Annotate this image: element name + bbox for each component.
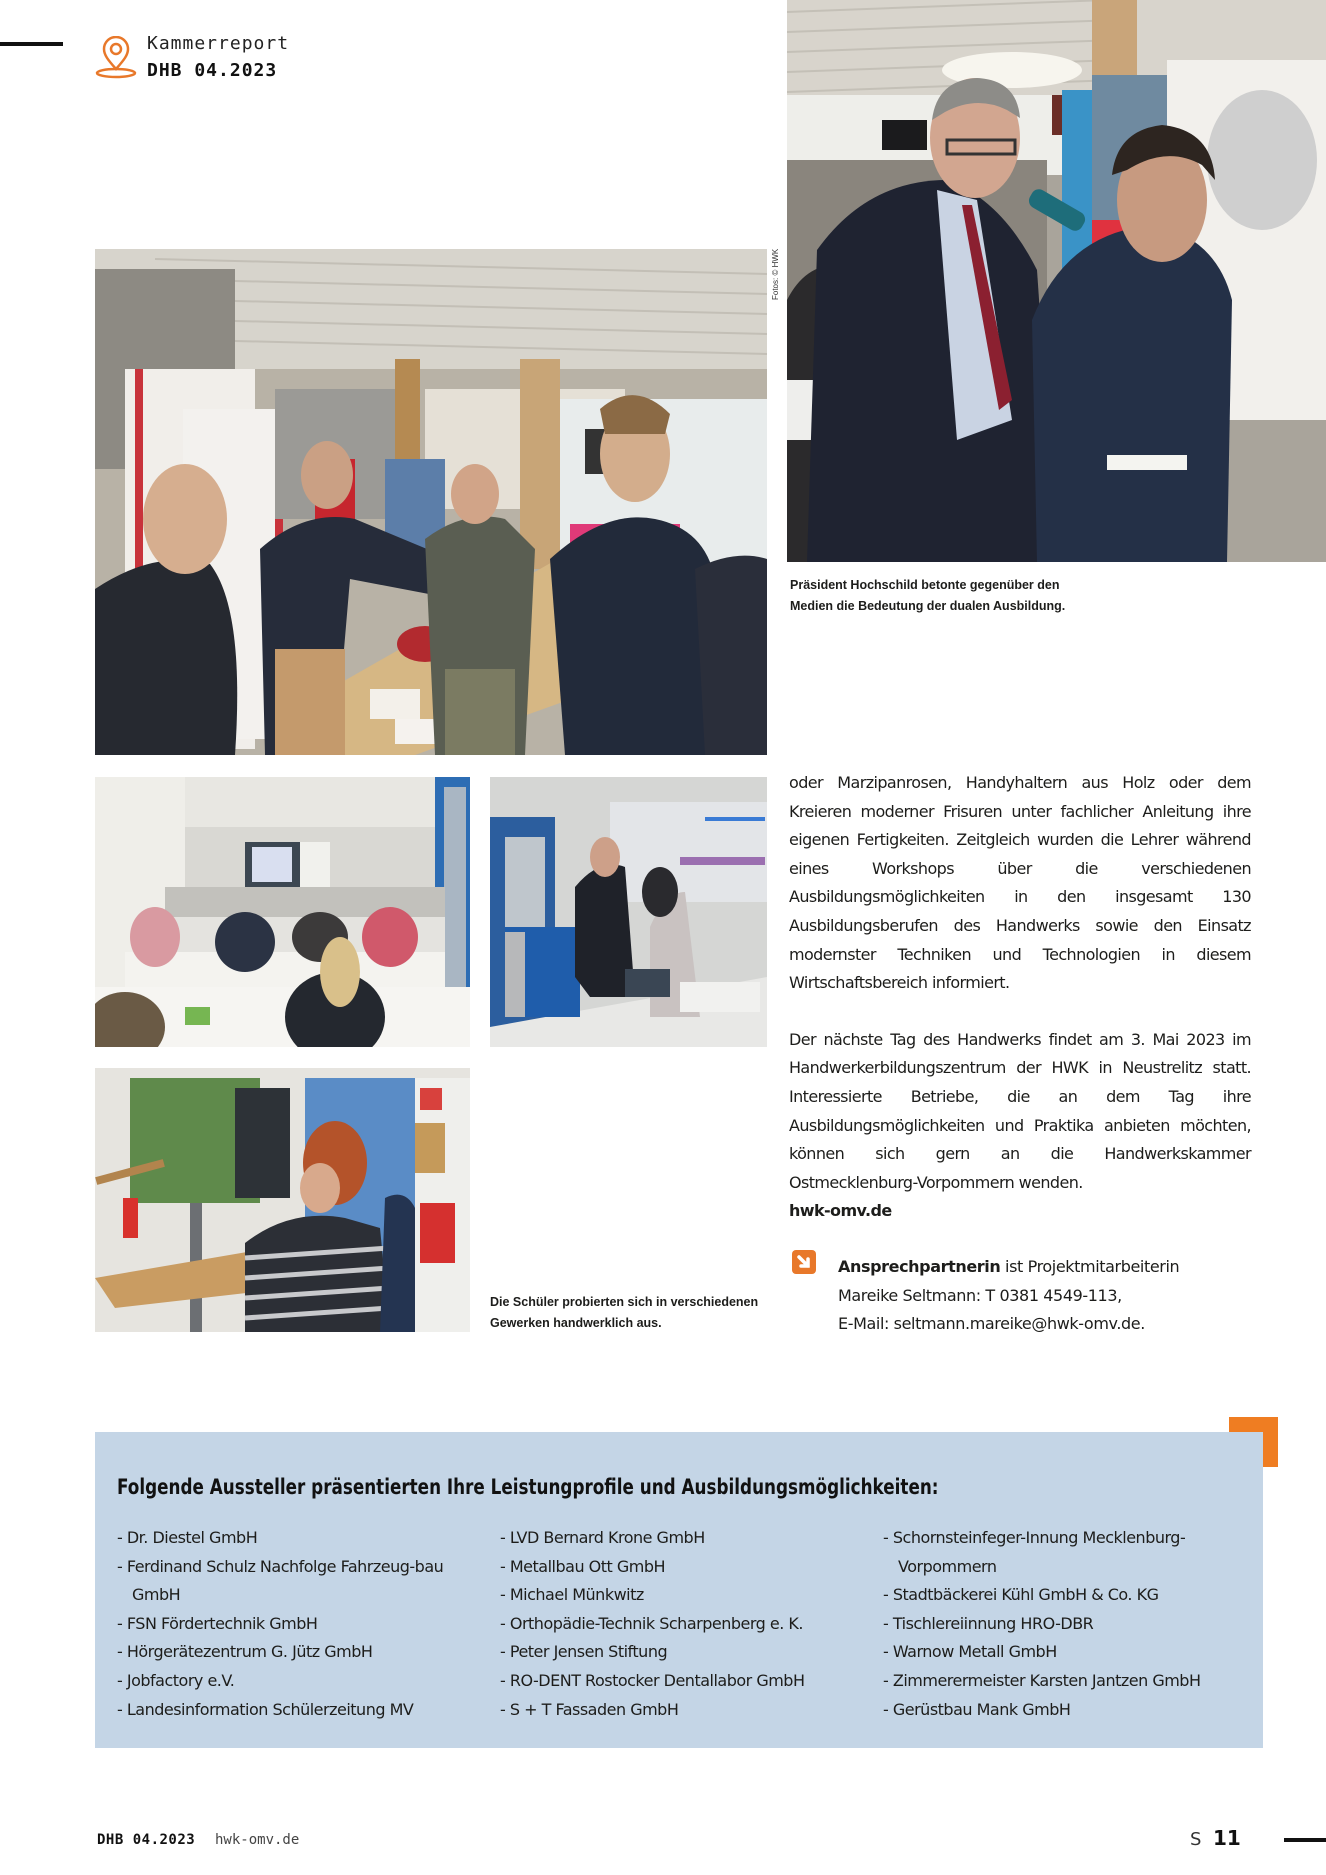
contact-block (838, 1253, 1258, 1339)
exhibitor-item: - Warnow Metall GmbH (883, 1642, 1057, 1662)
footer-issue: DHB 04.2023 (97, 1832, 196, 1848)
arrow-down-right-icon (792, 1250, 816, 1274)
exhibitor-item: - Landesinformation Schülerzeitung MV (117, 1699, 414, 1719)
contact-email[interactable]: E-Mail: seltmann.mareike@hwk-omv.de. (838, 1314, 1145, 1334)
exhibitor-item: - LVD Bernard Krone GmbH (500, 1528, 705, 1547)
exhibitor-item: - Peter Jensen Stiftung (500, 1642, 668, 1662)
article-paragraph-1: oder Marzipanrosen, Handyhaltern aus Holz oder dem Kreieren moderner Frisuren unter fachlicher Anleitung ihre eigenen Fertigkeiten. Zeitgleich wurden die Lehrer während eines Workshops über die verschiedenen Ausbildungsmöglichkeiten in den insgesamt 130 Ausbildungsberufen des Handwerks sowie den Einsatz modernster Techniken und Technologien in diesem Wirtschaftsbereich informiert. (789, 773, 1251, 993)
contact-phone: Mareike Seltmann: T 0381 4549-113, (838, 1285, 1122, 1305)
caption-students-text: Die Schüler probierten sich in verschiedenen Gewerken handwerklich aus. (490, 1295, 759, 1330)
exhibitor-column-2 (500, 1524, 870, 1724)
exhibitor-item: - Tischlereiinnung HRO-DBR (883, 1613, 1094, 1633)
infobox-title: Folgende Aussteller präsentierten Ihre Leistungprofile und Ausbildungsmöglichkeiten: (117, 1475, 939, 1499)
exhibitor-column-1 (117, 1524, 467, 1724)
header-rule (0, 42, 63, 46)
contact-role: ist Projektmitarbeiterin (1000, 1257, 1180, 1276)
exhibitor-item: - Hörgerätezentrum G. Jütz GmbH (117, 1642, 373, 1662)
exhibitor-item: - Jobfactory e.V. (117, 1670, 235, 1690)
exhibitor-item: - RO-DENT Rostocker Dentallabor GmbH (500, 1670, 805, 1690)
section-kicker: Kammerreport (147, 33, 290, 54)
exhibitor-item: - Gerüstbau Mank GmbH (883, 1699, 1071, 1719)
exhibitor-item: - S + T Fassaden GmbH (500, 1699, 679, 1719)
exhibitor-item: - Stadtbäckerei Kühl GmbH & Co. KG (883, 1585, 1159, 1605)
page-number: 11 (1213, 1826, 1241, 1850)
issue-label: DHB 04.2023 (147, 60, 278, 81)
caption-students (490, 1292, 760, 1334)
article-body (789, 769, 1251, 1226)
exhibitor-item: - Orthopädie-Technik Scharpenberg e. K. (500, 1613, 803, 1633)
photo-credit: Fotos: © HWK (771, 248, 780, 300)
photo-exhibitor-booth (95, 249, 767, 755)
exhibitor-column-3 (883, 1524, 1253, 1724)
exhibitor-item: - Michael Münkwitz (500, 1585, 644, 1605)
exhibitor-item: - Schornsteinfeger-Innung Mecklenburg-Vorpommern (883, 1528, 1186, 1576)
article-link[interactable]: hwk-omv.de (789, 1201, 892, 1221)
photo-pillar-drill (95, 1068, 470, 1332)
article-paragraph-2: Der nächste Tag des Handwerks findet am 3. Mai 2023 im Handwerkerbildungszentrum der HWK in Neustrelitz statt. Interessierte Betriebe, die an dem Tag ihre Ausbildungsmöglichkeiten und Praktika anbieten möchten, können sich gern an die Handwerkskammer Ostmecklenburg-Vorpommern wenden. (789, 1029, 1251, 1192)
caption-interview-text: Präsident Hochschild betonte gegenüber den Medien die Bedeutung der dualen Ausbildung. (790, 578, 1066, 613)
exhibitor-item: - FSN Fördertechnik GmbH (117, 1613, 318, 1633)
photo-president-interview (787, 0, 1326, 562)
footer-url[interactable]: hwk-omv.de (215, 1832, 300, 1848)
footer-rule (1284, 1838, 1326, 1842)
exhibitor-item: - Ferdinand Schulz Nachfolge Fahrzeug-bau GmbH (117, 1556, 444, 1605)
photo-teacher-workshop (95, 777, 470, 1047)
exhibitor-item: - Metallbau Ott GmbH (500, 1556, 666, 1576)
caption-interview (790, 575, 1090, 617)
exhibitor-item: - Dr. Diestel GmbH (117, 1528, 258, 1547)
contact-label: Ansprechpartnerin (838, 1257, 1001, 1276)
page-prefix: S (1190, 1829, 1202, 1850)
photo-welding-demo (490, 777, 767, 1047)
exhibitor-item: - Zimmerermeister Karsten Jantzen GmbH (883, 1670, 1201, 1690)
location-pin-icon (95, 36, 137, 80)
